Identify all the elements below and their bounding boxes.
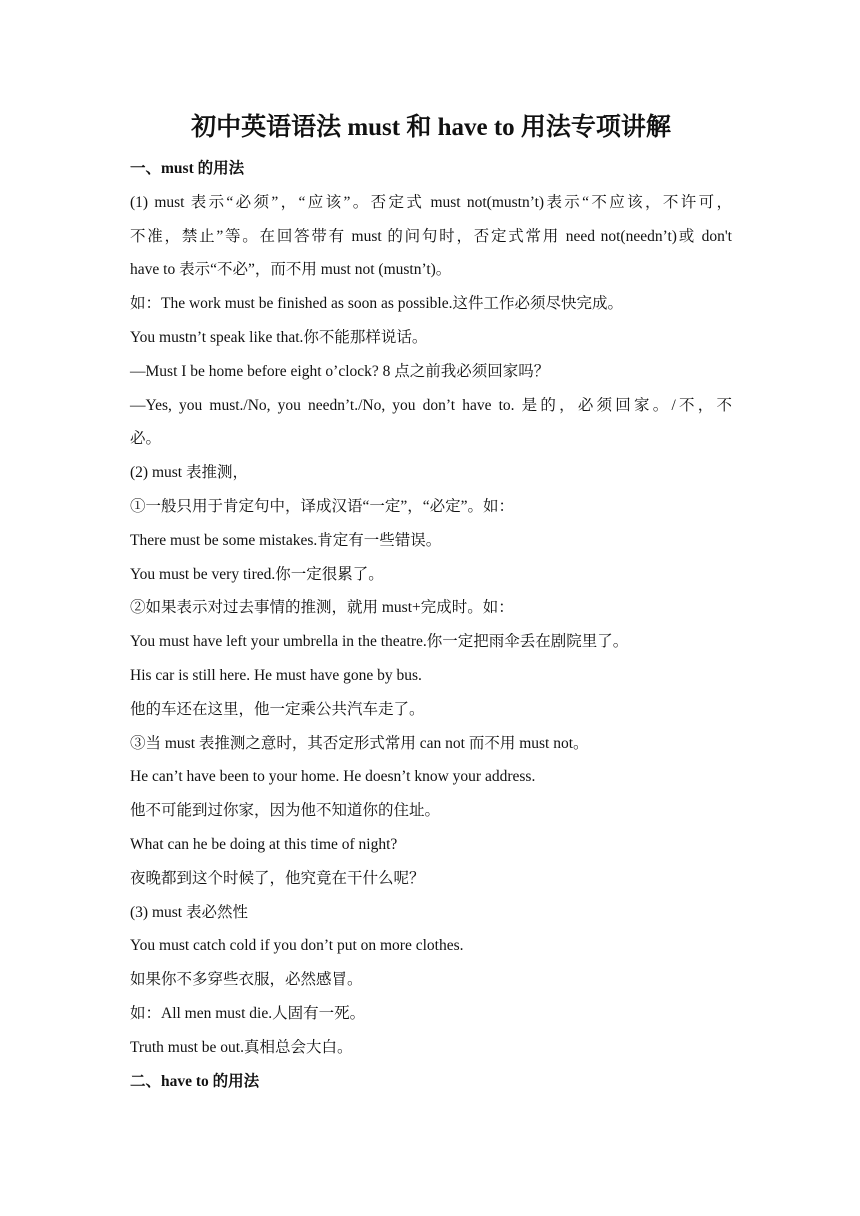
- text-line: (1) must 表示“必须”，“应该”。否定式 must not(mustn’t)表示“不应该，不许可，: [130, 193, 732, 211]
- text-line: 他不可能到过你家，因为他不知道你的住址。: [130, 802, 441, 820]
- text-line: You must be very tired.你一定很累了。: [130, 565, 384, 583]
- text-line: —Must I be home before eight o’clock? 8 点之前我必须回家吗？: [130, 362, 550, 380]
- text-line: (2) must 表推测，: [130, 464, 248, 482]
- text-line: 如：All men must die.人固有一死。: [130, 1004, 366, 1022]
- text-line: 夜晚都到这个时候了，他究竟在干什么呢？: [130, 869, 425, 887]
- text-line: 如：The work must be finished as soon as possible.这件工作必须尽快完成。: [130, 295, 623, 313]
- text-line: ②如果表示对过去事情的推测，就用 must+完成时。如：: [130, 599, 514, 617]
- document-page: [130, 108, 732, 1098]
- text-line: Truth must be out.真相总会大白。: [130, 1038, 353, 1056]
- text-line: have to 表示“不必”，而不用 must not (mustn’t)。: [130, 261, 452, 279]
- text-line: 如果你不多穿些衣服，必然感冒。: [130, 971, 363, 989]
- text-line: There must be some mistakes.肯定有一些错误。: [130, 531, 442, 549]
- text-line: ①一般只用于肯定句中，译成汉语“一定”，“必定”。如：: [130, 497, 515, 515]
- document-body: [130, 152, 732, 1098]
- text-line: (3) must 表必然性: [130, 903, 248, 921]
- text-line: 必。: [130, 430, 162, 448]
- section-heading: 二、have to 的用法: [130, 1072, 260, 1090]
- text-line: He can’t have been to your home. He doesn’t know your address.: [130, 768, 536, 786]
- section-heading: 一、must 的用法: [130, 160, 245, 177]
- text-line: 不准，禁止”等。在回答带有 must 的问句时，否定式常用 need not(needn’t)或 don't: [130, 227, 732, 245]
- text-line: His car is still here. He must have gone by bus.: [130, 666, 422, 684]
- text-line: 他的车还在这里，他一定乘公共汽车走了。: [130, 700, 425, 718]
- text-line: What can he be doing at this time of night?: [130, 835, 398, 853]
- text-line: You must catch cold if you don’t put on more clothes.: [130, 937, 464, 955]
- text-line: —Yes, you must./No, you needn’t./No, you don’t have to. 是的，必须回家。/不，不: [130, 396, 732, 414]
- text-line: You mustn’t speak like that.你不能那样说话。: [130, 328, 428, 346]
- text-line: ③当 must 表推测之意时，其否定形式常用 can not 而不用 must not。: [130, 734, 589, 752]
- document-title: 初中英语语法 must 和 have to 用法专项讲解: [191, 114, 671, 141]
- text-line: You must have left your umbrella in the theatre.你一定把雨伞丢在剧院里了。: [130, 633, 629, 651]
